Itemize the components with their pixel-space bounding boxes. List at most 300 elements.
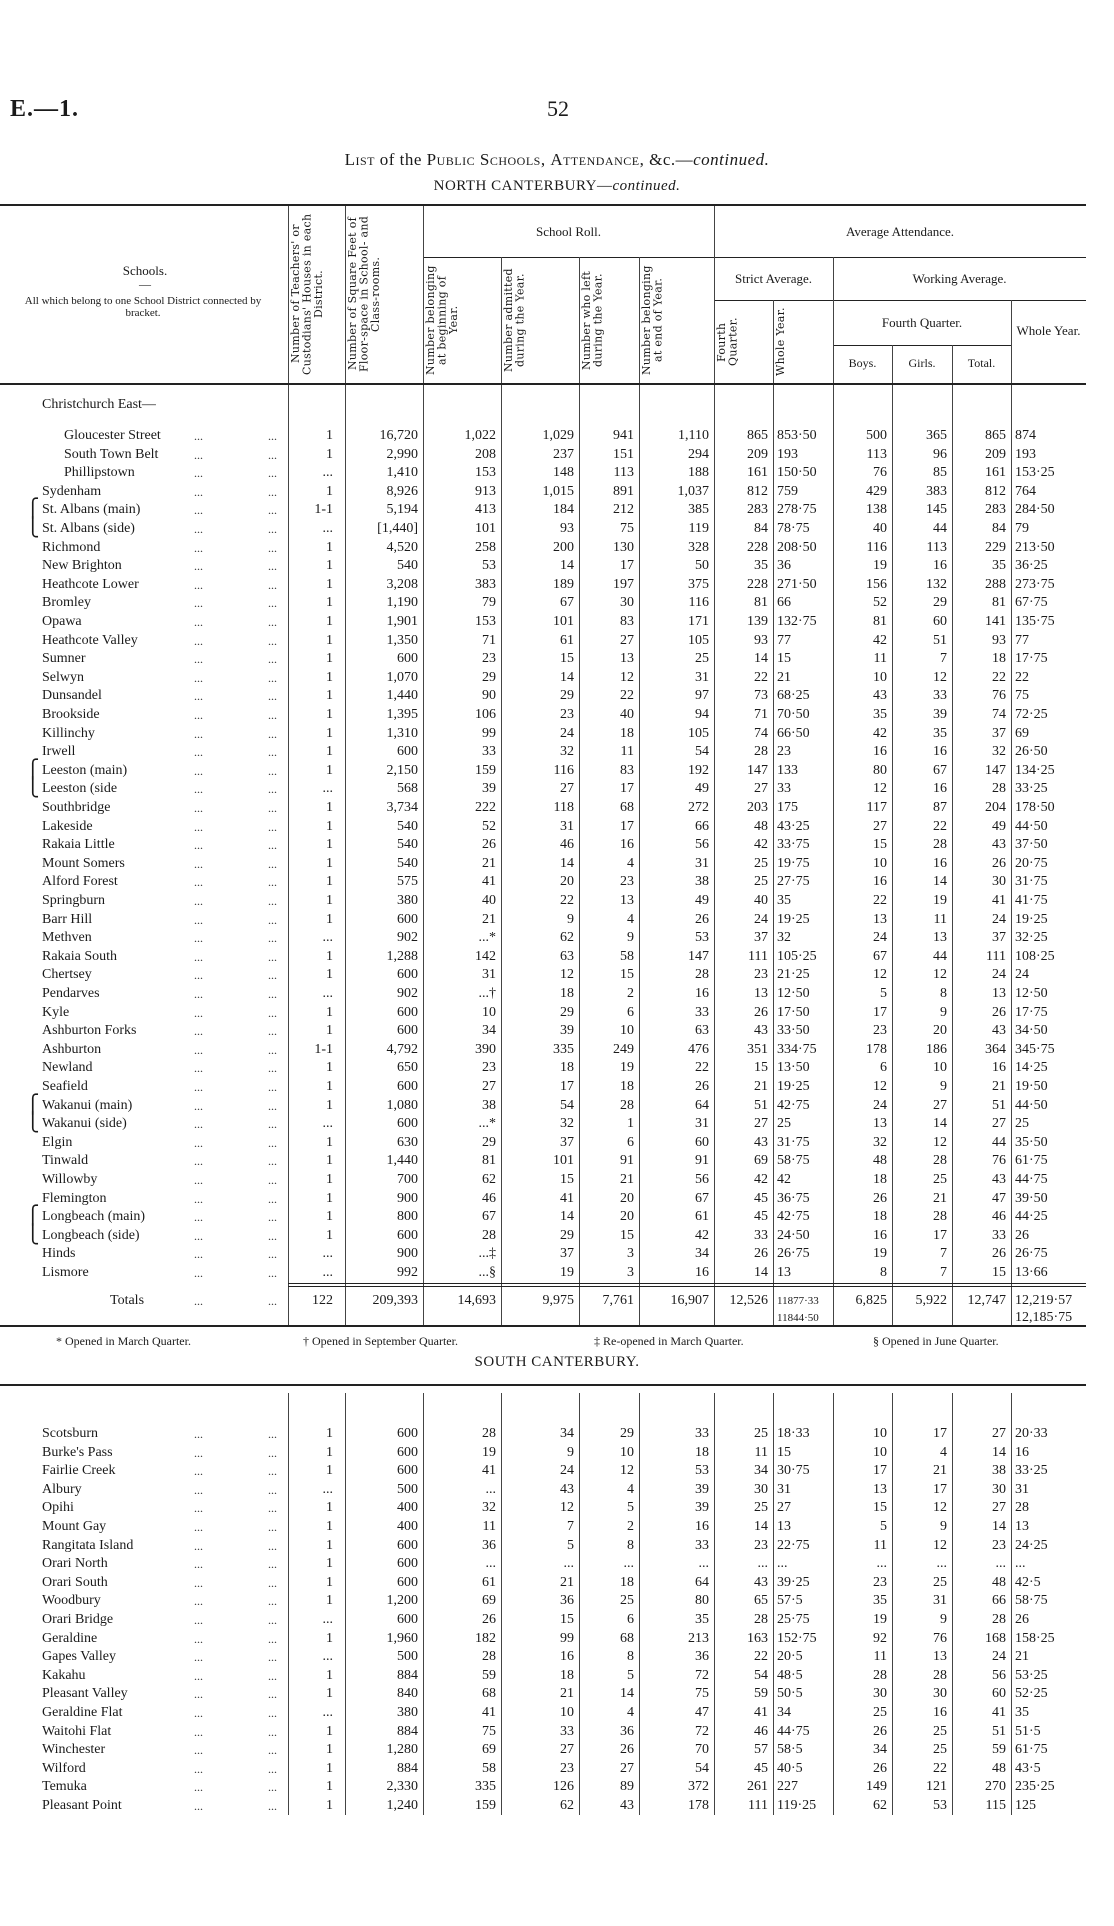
cell-working-whole-year: 44·50 [1015,818,1048,834]
cell-admitted: 41 [560,1190,574,1206]
cell-working-whole-year: 273·75 [1015,576,1055,592]
cell-roll-begin: 79 [482,595,496,611]
cell-strict-fourth-quarter: 11 [754,1444,768,1460]
cell-floor-space: 575 [397,874,418,890]
cell-teachers: 1 [326,1134,333,1150]
cell-total: 15 [992,1265,1006,1280]
cell-roll-begin: 28 [482,1227,496,1243]
cell-roll-end: 31 [695,855,709,871]
cell-roll-end: 49 [695,781,709,797]
cell-strict-fourth-quarter: 37 [754,930,768,946]
table-row [0,1481,1114,1499]
cell-roll-end: 33 [695,1537,709,1553]
cell-floor-space: 600 [397,1004,418,1020]
cell-girls: 21 [933,1463,947,1479]
cell-teachers: 1 [326,1574,333,1590]
cell-working-whole-year: 26 [1015,1227,1029,1243]
cell-roll-begin: 58 [482,1760,496,1776]
cell-floor-space: 1,395 [386,707,418,722]
cell-strict-fourth-quarter: 111 [748,948,768,964]
leader-dots: ... [268,763,277,778]
cell-left: 14 [620,1686,634,1702]
leader-dots: ... [268,1668,277,1683]
district-title [0,178,1114,195]
cell-floor-space: 884 [397,1723,418,1739]
cell-boys: 16 [873,744,887,760]
cell-teachers: 1 [326,1723,333,1739]
cell-roll-begin: 29 [482,1134,496,1150]
cell-boys: 11 [873,1537,887,1553]
table-row [0,1704,1114,1722]
cell-teachers: 1-1 [314,502,333,518]
cell-admitted: 237 [553,446,574,462]
cell-teachers: 1 [326,651,333,667]
cell-admitted: 21 [560,1686,574,1702]
cell-roll-end: 16 [695,1519,709,1534]
cell-strict-whole-year: 33 [777,781,791,797]
leader-dots: ... [268,1154,277,1169]
leader-dots: ... [268,726,277,741]
leader-dots: ... [268,1594,277,1609]
cell-strict-whole-year: 34 [777,1705,791,1720]
cell-roll-begin: 28 [482,1426,496,1441]
cell-girls: 19 [933,893,947,908]
school-name: Dunsandel [42,688,102,704]
table-row [0,836,1114,854]
cell-strict-whole-year: 20·5 [777,1649,803,1665]
leader-dots: ... [268,968,277,983]
cell-roll-end: 1,110 [678,428,709,443]
cell-strict-fourth-quarter: 23 [754,967,768,983]
leader-dots: ... [194,763,203,778]
cell-teachers: 1 [326,1426,333,1441]
page-id: E.—1. [10,96,80,122]
table-row [0,1171,1114,1189]
cell-admitted: 39 [560,1023,574,1039]
cell-admitted: 1,029 [542,428,574,443]
cell-roll-end: 42 [695,1227,709,1243]
cell-floor-space: 884 [397,1667,418,1683]
cell-strict-whole-year: 150·50 [777,465,817,481]
cell-left: 21 [620,1172,634,1187]
school-name: Brookside [42,707,100,722]
cell-girls: 7 [940,1265,947,1280]
cell-boys: 117 [866,800,887,815]
header-floor-space: Number of Square Feet of Floor-space in School- and Class-rooms. [346,215,383,373]
cell-boys: 5 [880,986,887,1001]
cell-working-whole-year: ... [1015,1556,1026,1572]
leader-dots: ... [194,652,203,667]
cell-total: 209 [985,446,1006,462]
cell-strict-fourth-quarter: 48 [754,818,768,834]
cell-floor-space: 2,150 [386,762,418,778]
cell-left: 26 [620,1742,634,1758]
cell-teachers: 1 [326,967,333,983]
cell-admitted: 15 [560,651,574,667]
cell-strict-whole-year: 25 [777,1116,791,1132]
cell-total: 168 [985,1630,1006,1646]
cell-left: 36 [620,1723,634,1739]
cell-floor-space: 600 [397,1023,418,1039]
cell-teachers: 1 [326,1779,333,1795]
cell-admitted: 34 [560,1426,574,1441]
school-name: Opawa [42,614,82,629]
cell-floor-space: 380 [397,1705,418,1720]
header-schools: Schools. [122,263,168,278]
cell-teachers: 1 [326,1153,333,1169]
cell-roll-end: 36 [695,1649,709,1665]
cell-roll-end: 64 [695,1097,709,1113]
school-name: Temuka [42,1779,87,1795]
cell-roll-begin: 36 [482,1537,496,1553]
school-name: Willowby [42,1172,98,1187]
cell-working-whole-year: 79 [1015,521,1029,536]
cell-teachers: 1 [326,1097,333,1113]
cell-girls: 16 [933,855,947,871]
cell-strict-fourth-quarter: 35 [754,558,768,574]
cell-boys: 8 [880,1265,887,1280]
cell-roll-end: 192 [688,762,709,778]
leader-dots: ... [194,596,203,611]
header-schools-note: All which belong to one School District connected by bracket. [24,295,262,320]
school-name: Phillipstown [64,465,135,481]
cell-strict-fourth-quarter: 812 [747,483,768,499]
header-rule-level2 [714,300,1086,301]
cell-total: 51 [992,1723,1006,1739]
leader-dots: ... [268,503,277,518]
cell-teachers: 1 [326,1593,333,1609]
cell-teachers: ... [322,1246,333,1262]
cell-strict-whole-year: 42·75 [777,1097,810,1113]
cell-floor-space: 600 [397,1537,418,1553]
cell-roll-begin: 26 [482,837,496,853]
cell-roll-begin: 34 [482,1023,496,1039]
cell-strict-whole-year: 43·25 [777,818,810,834]
cell-working-whole-year: 44·50 [1015,1097,1048,1113]
cell-total: 161 [985,465,1006,481]
cell-total: 48 [992,1574,1006,1590]
cell-girls: 22 [933,1760,947,1776]
cell-working-whole-year: 284·50 [1015,502,1055,518]
cell-boys: 12 [873,967,887,983]
cell-roll-end: 56 [695,837,709,853]
cell-working-whole-year: 19·50 [1015,1079,1048,1094]
cell-floor-space: 209,393 [372,1293,418,1308]
cell-girls: 39 [933,707,947,722]
cell-roll-begin: 153 [475,465,496,481]
cell-strict-fourth-quarter: 41 [754,1705,768,1720]
cell-teachers: 1 [326,558,333,574]
cell-girls: 121 [926,1779,947,1795]
cell-floor-space: 600 [397,911,418,927]
leader-dots: ... [194,987,203,1001]
cell-roll-end: 49 [695,893,709,908]
cell-teachers: ... [322,465,333,481]
table-row [0,1611,1114,1629]
cell-teachers: 1 [326,874,333,890]
table-row [0,948,1114,966]
table-row [0,1223,1114,1245]
cell-admitted: 15 [560,1612,574,1627]
cell-total: 59 [992,1742,1006,1758]
cell-roll-end: 38 [695,874,709,890]
cell-roll-begin: ...‡ [478,1246,496,1262]
cell-roll-end: 53 [695,1463,709,1479]
cell-left: 68 [620,1630,634,1646]
school-name: Lismore [42,1265,89,1280]
bracket-icon: ⎩ [26,1112,40,1133]
cell-left: 10 [620,1023,634,1039]
school-name: St. Albans (main) [42,502,141,518]
cell-left: 28 [620,1097,634,1113]
cell-left: 30 [620,595,634,611]
cell-teachers: 1 [326,1209,333,1225]
cell-admitted: 63 [560,948,574,964]
cell-working-whole-year: 69 [1015,725,1029,741]
table-row [0,725,1114,743]
cell-strict-fourth-quarter: 351 [747,1041,768,1057]
cell-admitted: 31 [560,818,574,834]
school-name: Hinds [42,1246,76,1262]
table-row [0,1630,1114,1648]
cell-strict-fourth-quarter: 40 [754,893,768,908]
leader-dots: ... [194,1173,203,1187]
cell-boys: 10 [873,669,887,685]
cell-strict-fourth-quarter: 25 [754,855,768,871]
cell-working-whole-year: 20·33 [1015,1426,1048,1441]
cell-floor-space: 1,190 [386,595,418,611]
leader-dots: ... [194,429,203,443]
leader-dots: ... [268,1266,277,1280]
school-name: Winchester [42,1742,106,1758]
cell-strict-fourth-quarter: 51 [754,1097,768,1113]
cell-admitted: 200 [553,539,574,555]
cell-admitted: 62 [560,930,574,946]
cell-girls: 5,922 [915,1293,947,1308]
school-name: Irwell [42,744,76,760]
leader-dots: ... [268,1724,277,1739]
cell-strict-whole-year: 853·50 [777,428,817,443]
leader-dots: ... [268,1575,277,1590]
cell-left: 12 [620,1463,634,1479]
table-row [0,1245,1114,1263]
table-row [0,1778,1114,1796]
cell-girls: 28 [933,1153,947,1169]
cell-strict-fourth-quarter: 865 [747,428,768,443]
cell-floor-space: 900 [397,1246,418,1262]
cell-strict-whole-year: 21 [777,669,791,685]
cell-working-whole-year: 75 [1015,688,1029,704]
cell-working-whole-year: 31·75 [1015,874,1048,890]
cell-boys: 18 [873,1172,887,1187]
cell-total: 41 [992,1705,1006,1720]
table-row [0,1462,1114,1480]
title-public-schools: Public Schools [426,150,541,169]
cell-boys: 11 [873,1649,887,1665]
cell-strict-whole-year: 133 [777,762,798,778]
cell-total: 111 [986,948,1006,964]
cell-boys: 5 [880,1519,887,1534]
cell-floor-space: 600 [397,651,418,667]
cell-total: 24 [992,911,1006,927]
table-row [0,1264,1114,1282]
bracket-icon: ⎩ [26,777,40,798]
header-rule-level1 [423,257,1086,258]
cell-admitted: 29 [560,688,574,704]
title-attendance: Attendance [550,150,640,169]
cell-roll-begin: 10 [482,1004,496,1020]
cell-left: 10 [620,1444,634,1460]
cell-roll-begin: 52 [482,818,496,834]
cell-strict-fourth-quarter: 261 [747,1779,768,1795]
leader-dots: ... [268,1706,277,1720]
cell-working-whole-year: 158·25 [1015,1630,1055,1646]
cell-girls: 13 [933,1649,947,1665]
school-name: Sydenham [42,483,102,499]
cell-boys: 116 [866,539,887,555]
leader-dots: ... [268,1445,277,1460]
cell-roll-begin: 208 [475,446,496,462]
leader-dots: ... [194,1594,203,1609]
cell-total: 44 [992,1134,1006,1150]
cell-working-whole-year: 24 [1015,967,1029,983]
cell-left: 68 [620,800,634,815]
table-row [0,1112,1114,1133]
leader-dots: ... [268,987,277,1001]
cell-working-whole-year: 52·25 [1015,1686,1048,1702]
leader-dots: ... [268,1135,277,1150]
cell-left: 3 [627,1246,634,1262]
cell-strict-fourth-quarter: 34 [754,1463,768,1479]
cell-teachers: 1 [326,446,333,462]
cell-girls: 14 [933,1116,947,1132]
cell-total: 13 [992,986,1006,1001]
cell-teachers: 1 [326,707,333,722]
table-row [0,1134,1114,1152]
cell-left: 941 [613,428,634,443]
cell-left: 13 [620,651,634,667]
header-teachers: Number of Teachers' or Custodians' Houses in each District. [289,213,326,375]
cell-working-whole-year: 345·75 [1015,1041,1055,1057]
cell-boys: 42 [873,725,887,741]
cell-girls: 33 [933,688,947,704]
cell-strict-whole-year: 78·75 [777,521,810,536]
cell-total: 56 [992,1667,1006,1683]
cell-boys: 17 [873,1463,887,1479]
table-row [0,1797,1114,1815]
cell-total: 12,747 [967,1293,1006,1308]
cell-roll-end: 50 [695,558,709,574]
leader-dots: ... [268,670,277,685]
leader-dots: ... [268,466,277,481]
cell-roll-begin: 142 [475,948,496,964]
cell-floor-space: 1,070 [386,669,418,685]
table-row [0,1041,1114,1059]
cell-roll-begin: 335 [475,1779,496,1795]
south-top-rule [0,1384,1086,1386]
cell-roll-begin: 32 [482,1500,496,1516]
cell-girls: 87 [933,800,947,815]
cell-floor-space: 902 [397,930,418,946]
cell-floor-space: 900 [397,1190,418,1206]
cell-strict-fourth-quarter: 12,526 [729,1293,768,1308]
cell-left: 5 [627,1500,634,1516]
cell-working-whole-year: 17·75 [1015,1004,1048,1020]
leader-dots: ... [194,912,203,927]
table-row [0,557,1114,575]
cell-strict-whole-year: 35 [777,893,791,908]
cell-girls: 76 [933,1630,947,1646]
leader-dots: ... [194,503,203,518]
totals-row [0,1292,1114,1325]
leader-dots: ... [194,466,203,481]
table-row [0,966,1114,984]
cell-left: 6 [627,1134,634,1150]
cell-roll-begin: 21 [482,911,496,927]
table-row [0,613,1114,631]
cell-strict-fourth-quarter: 84 [754,521,768,536]
cell-total: 43 [992,1023,1006,1039]
leader-dots: ... [194,1706,203,1720]
cell-strict-fourth-quarter: 74 [754,725,768,741]
leader-dots: ... [194,670,203,685]
school-name: South Town Belt [64,446,159,462]
cell-total: 32 [992,744,1006,760]
cell-left: 197 [613,576,634,592]
cell-floor-space: 600 [397,1463,418,1479]
cell-roll-begin: 41 [482,1705,496,1720]
cell-working-whole-year: 874 [1015,428,1036,443]
group-heading-row [0,396,1114,414]
cell-strict-whole-year: 33·50 [777,1023,810,1039]
cell-strict-whole-year: 66 [777,595,791,611]
cell-admitted: 116 [553,762,574,778]
cell-boys: 18 [873,1209,887,1225]
cell-working-whole-year: 77 [1015,632,1029,648]
cell-floor-space: 8,926 [386,483,418,499]
cell-working-whole-year: 764 [1015,483,1036,499]
leader-dots: ... [268,1191,277,1206]
cell-left: 27 [620,632,634,648]
leader-dots: ... [194,1117,203,1132]
cell-strict-whole-year: 12·50 [777,986,810,1001]
leader-dots: ... [194,782,203,797]
cell-total: 115 [985,1798,1006,1813]
school-name: Pleasant Point [42,1798,122,1813]
cell-floor-space: 992 [397,1265,418,1280]
cell-working-whole-year: 32·25 [1015,930,1048,946]
cell-girls: 365 [926,428,947,443]
cell-admitted: 24 [560,725,574,741]
cell-strict-whole-year: 15 [777,1444,791,1460]
district-name: NORTH CANTERBURY— [433,178,613,194]
cell-admitted: 184 [553,502,574,518]
cell-teachers: ... [322,930,333,946]
cell-roll-end: 16,907 [670,1293,709,1308]
cell-roll-begin: 23 [482,1060,496,1076]
cell-working-whole-year: 178·50 [1015,800,1055,815]
cell-total: 364 [985,1041,1006,1057]
school-name: Methven [42,930,92,946]
cell-floor-space: 540 [397,818,418,834]
cell-floor-space: 600 [397,967,418,983]
cell-teachers: ... [322,1705,333,1720]
table-row [0,1685,1114,1703]
leader-dots: ... [194,1042,203,1057]
cell-teachers: 1 [326,688,333,704]
cell-strict-whole-year: 175 [777,800,798,815]
cell-teachers: 1 [326,428,333,443]
